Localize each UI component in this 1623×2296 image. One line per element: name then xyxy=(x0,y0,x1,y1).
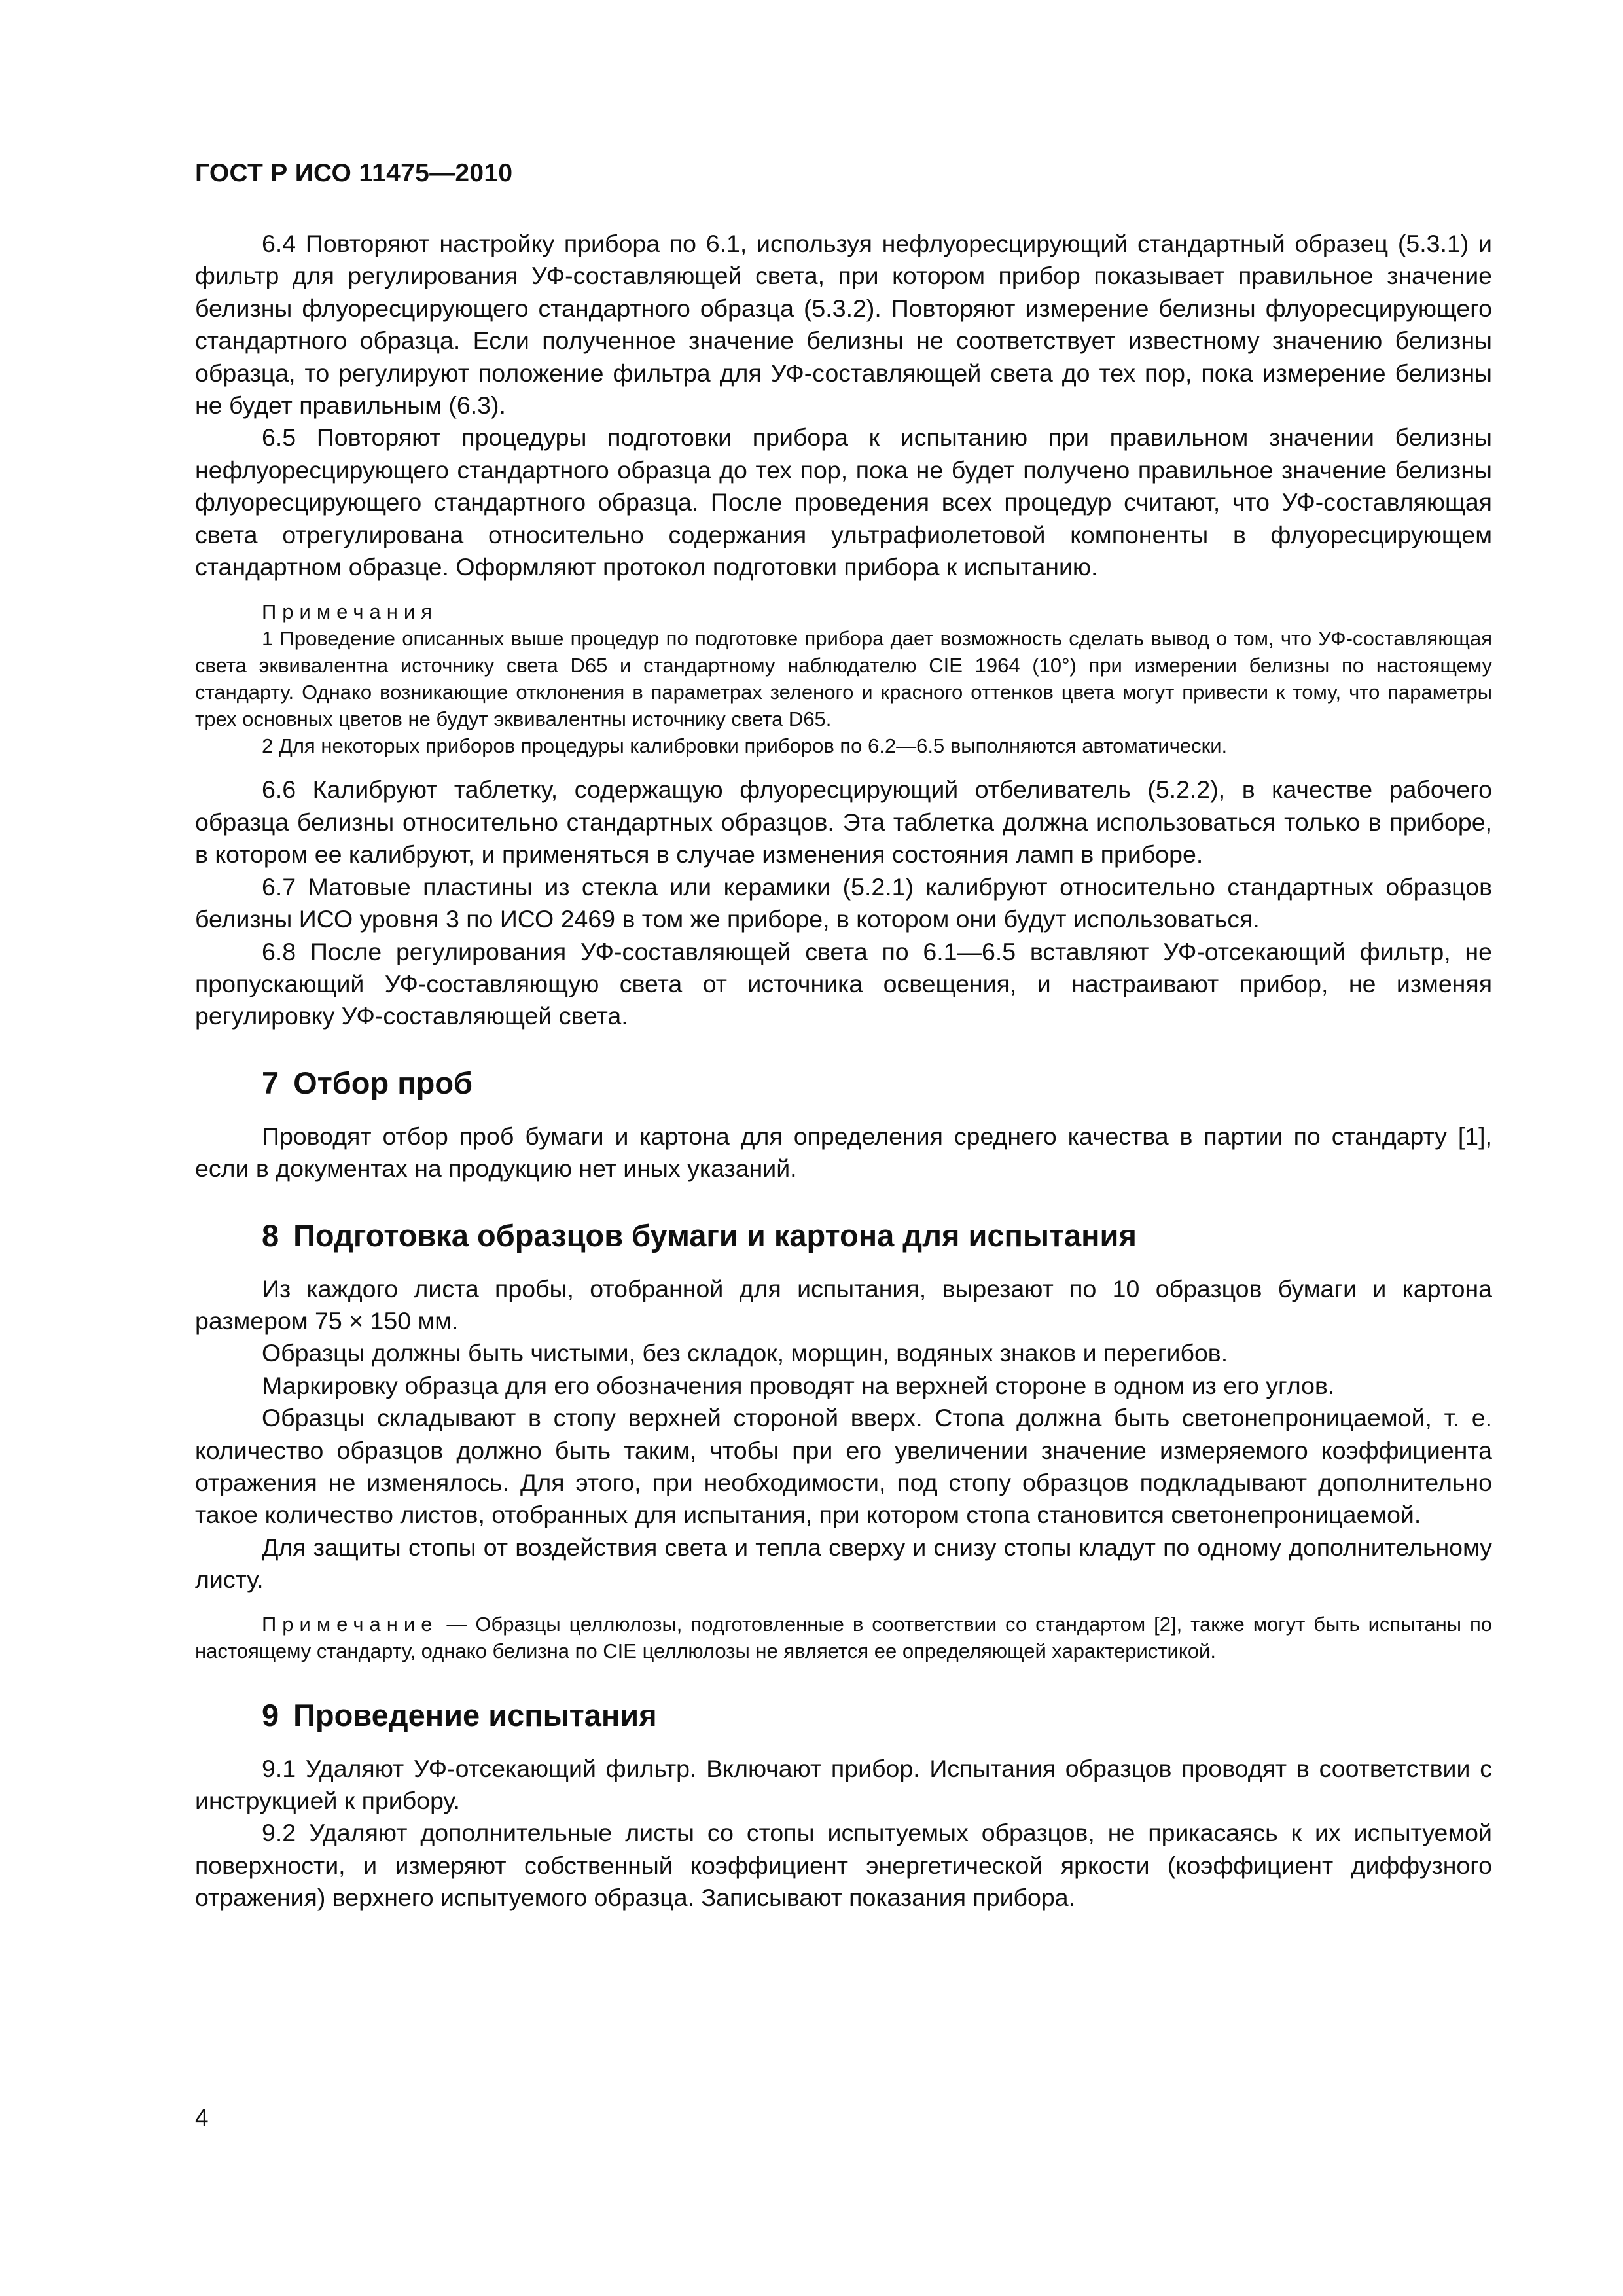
section-8-note-label: Примечание xyxy=(262,1612,438,1636)
section-7-paragraph: Проводят отбор проб бумаги и картона для определения среднего качества в партии по стандарту [1], если в документах на продукцию нет иных указаний. xyxy=(195,1122,1492,1183)
section-9-number: 9 xyxy=(262,1697,279,1732)
section-8-note xyxy=(195,1611,1492,1665)
section-8-paragraph-1: Из каждого листа пробы, отобранной для испытания, вырезают по 10 образцов бумаги и картона размером 75 × 150 мм. xyxy=(195,1274,1492,1335)
note-2: 2 Для некоторых приборов процедуры калибровки приборов по 6.2—6.5 выполняются автоматически. xyxy=(262,734,1228,758)
paragraph-6-8: 6.8 После регулирования УФ-составляющей света по 6.1—6.5 вставляют УФ-отсекающий фильтр, не пропускающий УФ-составляющую света от источника освещения, и настраивают прибор, не изменяя регулировку УФ-составляющей света. xyxy=(195,937,1492,1030)
section-8-title: Подготовка образцов бумаги и картона для испытания xyxy=(293,1217,1137,1253)
note-1: 1 Проведение описанных выше процедур по подготовке прибора дает возможность сделать вывод о том, что УФ-составляющая света эквивалентна источнику света D65 и стандартному наблюдателю CIE 1964 (10°) при измерении белизны по настоящему стандарту. Однако возникающие отклонения в параметрах зеленого и красного оттенков цвета могут привести к тому, что параметры трех основных цветов не будут эквивалентны источнику света D65. xyxy=(195,627,1492,731)
section-9-heading xyxy=(195,1696,1492,1734)
page-number: 4 xyxy=(195,2104,209,2131)
section-7-number: 7 xyxy=(262,1065,279,1100)
section-7-heading xyxy=(195,1064,1492,1102)
paragraph-6-6: 6.6 Калибруют таблетку, содержащую флуоресцирующий отбеливатель (5.2.2), в качестве рабочего образца белизны относительно стандартных образцов. Эта таблетка должна использоваться только в приборе, в котором ее калибруют, и применяться в случае изменения состояния ламп в приборе. xyxy=(195,776,1492,869)
section-8-paragraph-2: Образцы должны быть чистыми, без складок, морщин, водяных знаков и перегибов. xyxy=(262,1339,1228,1367)
document-header: ГОСТ Р ИСО 11475—2010 xyxy=(195,159,513,187)
paragraph-9-1: 9.1 Удаляют УФ-отсекающий фильтр. Включают прибор. Испытания образцов проводят в соответствии с инструкцией к прибору. xyxy=(195,1754,1492,1814)
section-8-number: 8 xyxy=(262,1217,279,1253)
notes-block xyxy=(195,599,1492,759)
paragraph-9-2: 9.2 Удаляют дополнительные листы со стопы испытуемых образцов, не прикасаясь к их испытуемой поверхности, и измеряют собственный коэффициент энергетической яркости (коэффициент диффузного отражения) верхнего испытуемого образца. Записывают показания прибора. xyxy=(195,1819,1492,1912)
paragraph-6-4: 6.4 Повторяют настройку прибора по 6.1, используя нефлуоресцирующий стандартный образец (5.3.1) и фильтр для регулирования УФ-составляющей света, при котором прибор показывает правильное значение белизны флуоресцирующего стандартного образца (5.3.2). Повторяют измерение белизны флуоресцирующего стандартного образца. Если полученное значение белизны не соответствует известному значению белизны образца, то регулируют положение фильтра для УФ-составляющей света до тех пор, пока измерение белизны не будет правильным (6.3). xyxy=(195,230,1492,420)
section-9-title: Проведение испытания xyxy=(293,1697,657,1732)
notes-heading: Примечания xyxy=(262,600,438,624)
section-7-title: Отбор проб xyxy=(293,1065,473,1100)
paragraph-6-7: 6.7 Матовые пластины из стекла или керамики (5.2.1) калибруют относительно стандартных образцов белизны ИСО уровня 3 по ИСО 2469 в том же приборе, в котором они будут использоваться. xyxy=(195,872,1492,933)
page-content xyxy=(195,157,1492,1914)
section-8-paragraph-5: Для защиты стопы от воздействия света и тепла сверху и снизу стопы кладут по одному дополнительному листу. xyxy=(195,1533,1492,1594)
section-8-paragraph-4: Образцы складывают в стопу верхней стороной вверх. Стопа должна быть светонепроницаемой, т. е. количество образцов должно быть таким, чтобы при его увеличении значение измеряемого коэффициента отражения не изменялось. Для этого, при необходимости, под стопу образцов подкладывают дополнительно такое количество листов, отобранных для испытания, при котором стопа становится светонепроницаемой. xyxy=(195,1404,1492,1529)
section-8-note-text: — Образцы целлюлозы, подготовленные в соответствии со стандартом [2], также могут быть испытаны по настоящему стандарту, однако белизна по CIE целлюлозы не является ее определяющей характеристикой. xyxy=(195,1612,1492,1663)
section-8-heading xyxy=(195,1217,1492,1255)
section-8-paragraph-3: Маркировку образца для его обозначения проводят на верхней стороне в одном из его углов. xyxy=(262,1371,1335,1399)
paragraph-6-5: 6.5 Повторяют процедуры подготовки прибора к испытанию при правильном значении белизны нефлуоресцирующего стандартного образца до тех пор, пока не будет получено правильное значение белизны флуоресцирующего стандартного образца. После проведения всех процедур считают, что УФ-составляющая света отрегулирована относительно содержания ультрафиолетовой компоненты в флуоресцирующем стандартном образце. Оформляют протокол подготовки прибора к испытанию. xyxy=(195,423,1492,581)
